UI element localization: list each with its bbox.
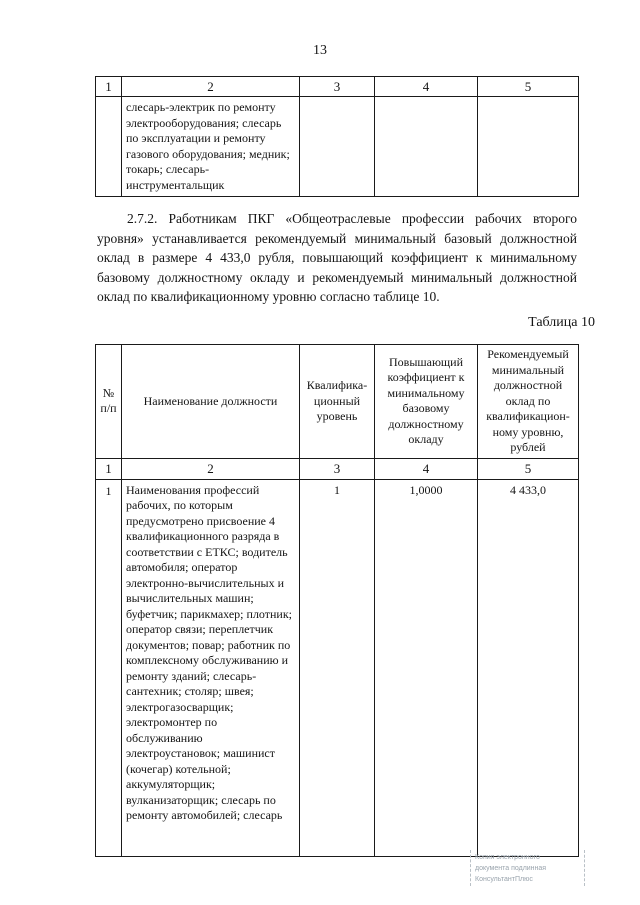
column-number: 3 [300,458,375,479]
stamp-line: Копия электронного [475,854,540,861]
salary-value: 4 433,0 [478,479,579,856]
stamp-line: КонсультантПлюс [475,876,533,883]
header-coefficient: Повышающий коэффициент к минимальному базовому должностному окладу [375,345,478,459]
body-paragraph: 2.7.2. Работникам ПКГ «Общеотраслевые профессии рабочих второго уровня» устанавливается рекомендуемый минимальный базовый должностной оклад в размере 4 433,0 рубля, повышающий коэффициент к минимальному базовому должностному окладу и рекомендуемый минимальный должностной оклад по квалификационному уровню согласно таблице 10. [97,211,577,304]
coefficient-value: 1,0000 [375,479,478,856]
empty-cell [96,97,122,197]
column-number: 1 [96,77,122,97]
salary-table [95,344,579,857]
position-name: Наименования профессий рабочих, по которым предусмотрено присвоение 4 квалификационного разряда в соответствии с ЕТКС; водитель автомобиля; оператор электронно-вычислительных и вычислительных машин; буфетчик; парикмахер; плотник; оператор связи; переплетчик документов; повар; работник по комплексному обслуживанию и ремонту зданий; слесарь-сантехник; столяр; швея; электрогазосварщик; электромонтер по обслуживанию электроустановок; машинист (кочегар) котельной; аккумуляторщик; вулканизаторщик; слесарь по ремонту автомобилей; слесарь [122,479,300,856]
column-number: 1 [96,458,122,479]
table-row [96,97,579,197]
row-number: 1 [96,479,122,856]
table-caption: Таблица 10 [528,315,595,330]
column-number: 4 [375,458,478,479]
table-header-row [96,77,579,97]
position-list-cell: слесарь-электрик по ремонту электрооборудования; слесарь по эксплуатации и ремонту газового оборудования; медник; токарь; слесарь-инструментальщик [122,97,300,197]
table-row [96,479,579,856]
empty-cell [375,97,478,197]
column-number: 5 [478,458,579,479]
column-number: 3 [300,77,375,97]
empty-cell [300,97,375,197]
continuation-table [95,76,579,197]
empty-cell [478,97,579,197]
watermark-stamp [470,850,585,886]
column-number: 5 [478,77,579,97]
page-number: 13 [313,43,327,58]
table-header-row [96,345,579,459]
column-number: 4 [375,77,478,97]
column-numbers-row [96,458,579,479]
column-number: 2 [122,77,300,97]
qualification-level: 1 [300,479,375,856]
stamp-line: документа подлинная [475,865,547,872]
header-salary: Рекомендуемый минимальный должностной оклад по квалификацион-ному уровню, рублей [478,345,579,459]
header-name: Наименование должности [122,345,300,459]
column-number: 2 [122,458,300,479]
header-level: Квалифика-ционный уровень [300,345,375,459]
header-num: № п/п [96,345,122,459]
